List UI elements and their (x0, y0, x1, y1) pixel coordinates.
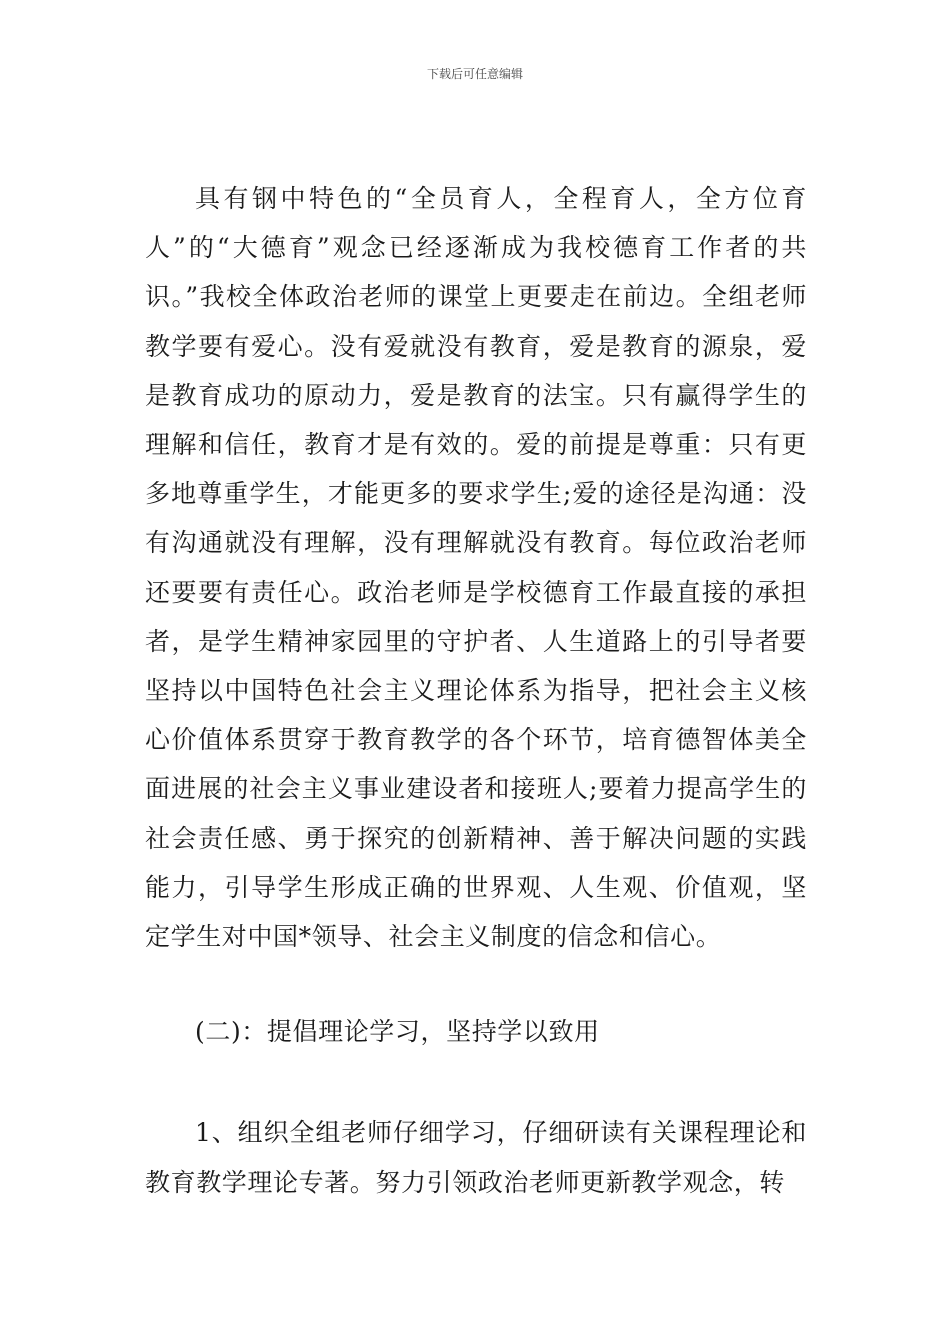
section-heading-theory-study: (二)：提倡理论学习，坚持学以致用 (195, 1017, 600, 1047)
page-header: 下载后可任意编辑 (426, 67, 523, 81)
paragraph-study-item-1: 1、组织全组老师仔细学习，仔细研读有关课程理论和教育教学理论专著。努力引领政治老师更新教学观念，转 (145, 1118, 807, 1197)
paragraph-moral-education: 具有钢中特色的“全员育人，全程育人，全方位育人”的“大德育”观念已经逐渐成为我校德育工作者的共识。”我校全体政治老师的课堂上更要走在前边。全组老师教学要有爱心。没有爱就没有教育，爱是教育的源泉，爱是教育成功的原动力，爱是教育的法宝。只有赢得学生的理解和信任，教育才是有效的。爱的前提是尊重：只有更多地尊重学生，才能更多的要求学生;爱的途径是沟通：没有沟通就没有理解，没有理解就没有教育。每位政治老师还要要有责任心。政治老师是学校德育工作最直接的承担者，是学生精神家园里的守护者、人生道路上的引导者要坚持以中国特色社会主义理论体系为指导，把社会主义核心价值体系贯穿于教育教学的各个环节，培育德智体美全面进展的社会主义事业建设者和接班人;要着力提高学生的社会责任感、勇于探究的创新精神、善于解决问题的实践能力，引导学生形成正确的世界观、人生观、价值观，坚定学生对中国*领导、社会主义制度的信念和信心。 (145, 184, 807, 952)
document-body (145, 174, 807, 1207)
